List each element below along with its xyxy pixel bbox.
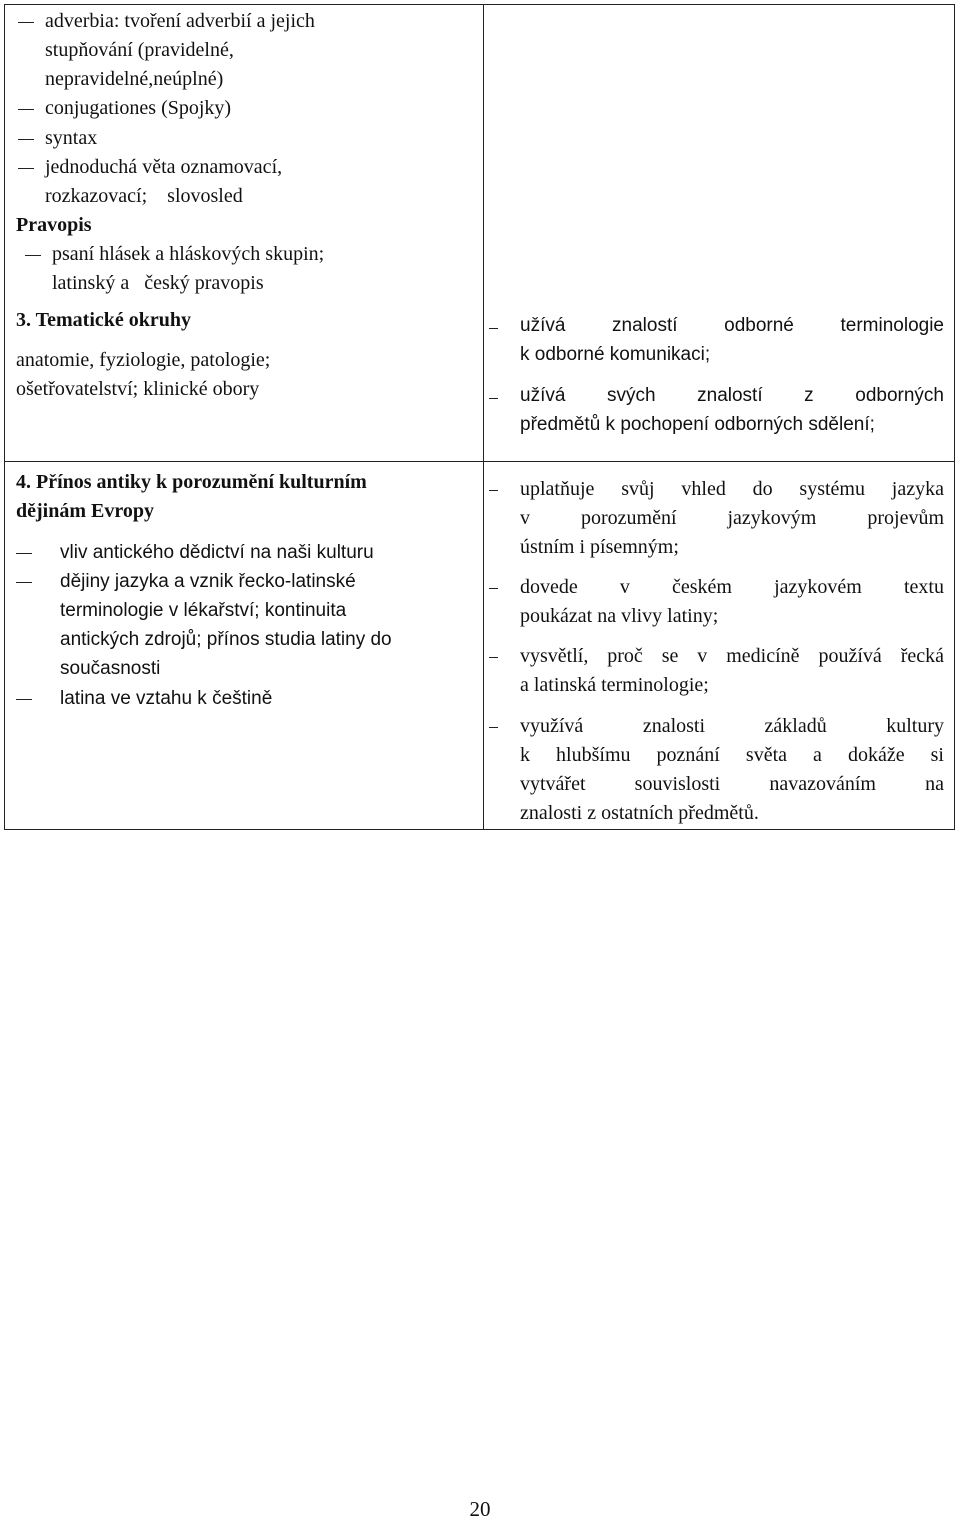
outcome-line: užívá svých znalostí z odborných [520, 385, 944, 406]
bullet-dash [16, 582, 32, 583]
list-item-line: antických zdrojů; přínos studia latiny do [60, 629, 392, 650]
outcome-line: vysvětlí, proč se v medicíně používá řecká [520, 645, 944, 667]
list-item-line: terminologie v lékařství; kontinuita [60, 600, 347, 621]
list-item-line: dějiny jazyka a vznik řecko-latinské [60, 571, 356, 592]
outcome-line: užívá znalostí odborné terminologie [520, 315, 944, 336]
list-item-line: latinský a český pravopis [52, 272, 264, 294]
section4-heading-line: 4. Přínos antiky k porozumění kulturním [16, 471, 367, 493]
outcome-line: k odborné komunikaci; [520, 344, 711, 365]
bullet-dash [18, 22, 34, 23]
outcome-line: využívá znalosti základů kultury [520, 715, 944, 737]
column-divider [483, 5, 484, 829]
bullet-dash [489, 657, 498, 658]
list-item-line: vliv antického dědictví na naši kulturu [60, 542, 374, 563]
bullet-dash [25, 255, 41, 256]
bullet-dash [489, 328, 498, 329]
bullet-dash [489, 398, 498, 399]
list-item-line: stupňování (pravidelné, [45, 39, 234, 61]
outcome-line: uplatňuje svůj vhled do systému jazyka [520, 478, 944, 500]
bullet-dash [18, 109, 34, 110]
outcome-line: v porozumění jazykovým projevům [520, 507, 944, 529]
bullet-dash [16, 553, 32, 554]
bullet-dash [16, 699, 32, 700]
list-item-line: latina ve vztahu k češtině [60, 688, 273, 709]
section3-heading: 3. Tematické okruhy [16, 309, 192, 331]
section4-heading-line: dějinám Evropy [16, 500, 154, 522]
bullet-dash [489, 588, 498, 589]
list-item-line: současnosti [60, 658, 161, 679]
pravopis-heading: Pravopis [16, 214, 92, 236]
row-divider [5, 461, 954, 462]
bullet-dash [489, 727, 498, 728]
bullet-dash [489, 490, 498, 491]
outcome-line: předmětů k pochopení odborných sdělení; [520, 414, 875, 435]
list-item-line: psaní hlásek a hláskových skupin; [52, 243, 325, 265]
list-item-line: jednoduchá věta oznamovací, [45, 156, 283, 178]
outcome-line: znalosti z ostatních předmětů. [520, 802, 759, 824]
outcome-line: dovede v českém jazykovém textu [520, 576, 944, 598]
outcome-line: poukázat na vlivy latiny; [520, 605, 719, 627]
list-item-line: syntax [45, 127, 98, 149]
bullet-dash [18, 139, 34, 140]
list-item-line: adverbia: tvoření adverbií a jejich [45, 10, 315, 32]
list-item-line: rozkazovací; slovosled [45, 185, 243, 207]
outcome-line: vytvářet souvislosti navazováním na [520, 773, 944, 795]
outcome-line: k hlubšímu poznání světa a dokáže si [520, 744, 944, 766]
outcome-line: ústním i písemným; [520, 536, 679, 558]
list-item-line: conjugationes (Spojky) [45, 97, 232, 119]
page-number: 20 [469, 1497, 491, 1521]
outcome-line: a latinská terminologie; [520, 674, 709, 696]
section3-text-line: anatomie, fyziologie, patologie; [16, 349, 271, 371]
section3-text-line: ošetřovatelství; klinické obory [16, 378, 260, 400]
bullet-dash [18, 168, 34, 169]
list-item-line: nepravidelné,neúplné) [45, 68, 224, 90]
